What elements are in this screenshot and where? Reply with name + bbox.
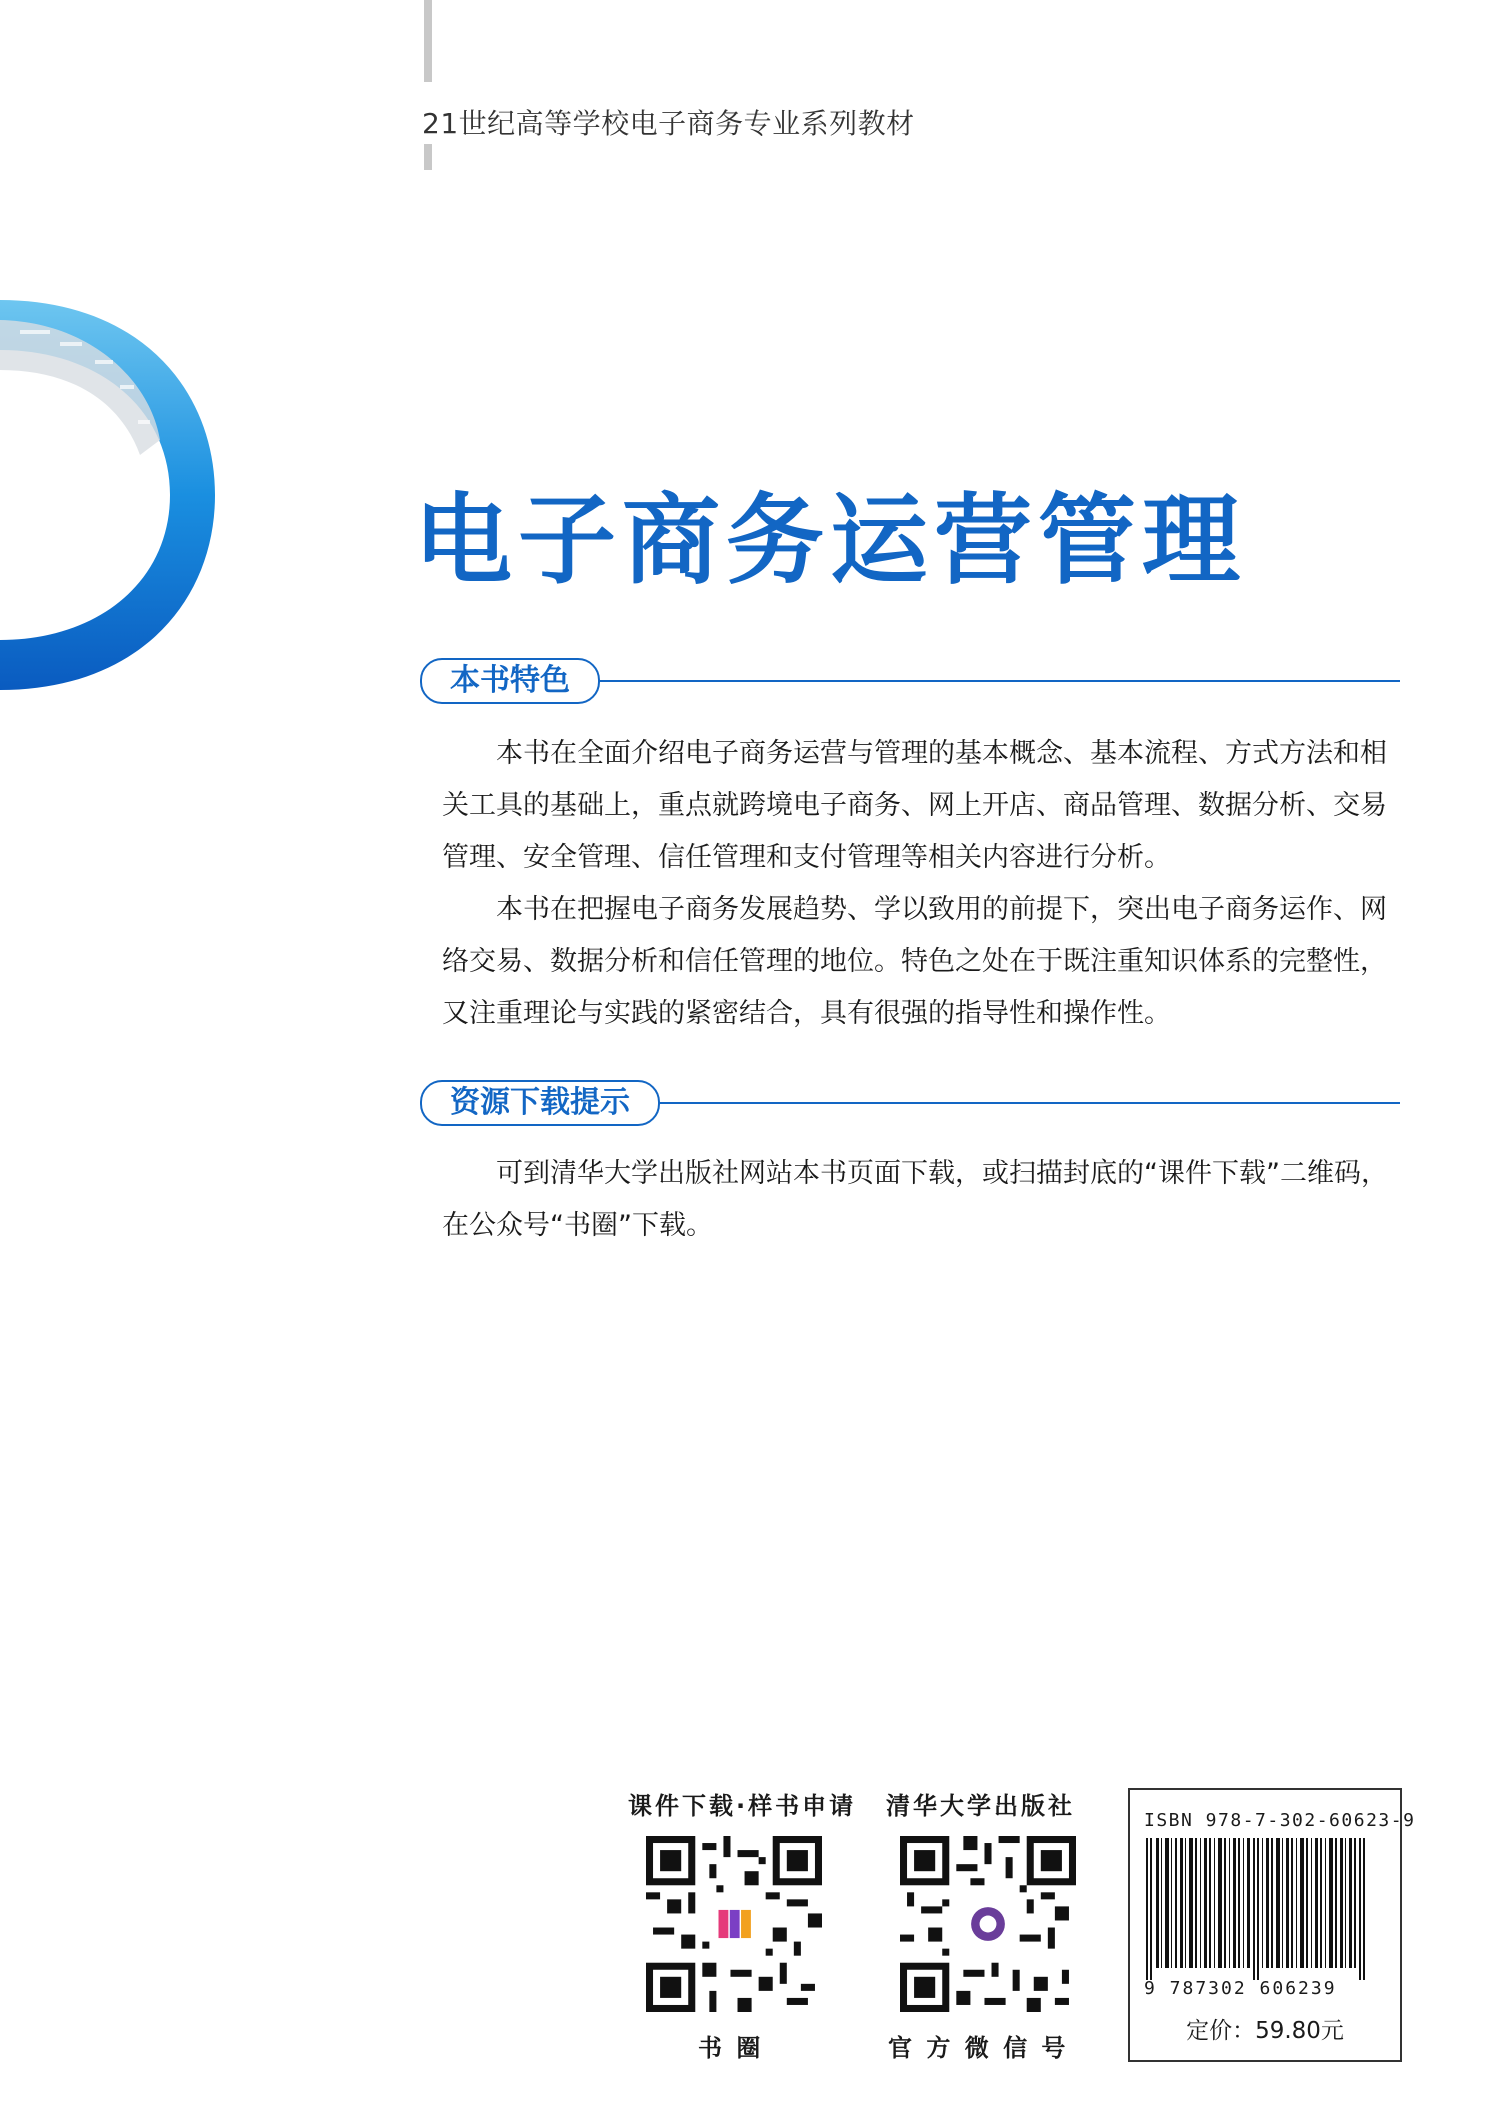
section-resources-heading: 资源下载提示	[420, 1080, 660, 1126]
qr1-bottom-label: 书 圈	[698, 2034, 764, 2062]
isbn-label: ISBN 978-7-302-60623-9	[1144, 1810, 1416, 1831]
section-divider	[660, 1102, 1400, 1104]
resources-paragraph: 可到清华大学出版社网站本书页面下载，或扫描封底的“课件下载”二维码，在公众号“书圈”下载。	[442, 1158, 1388, 1241]
section-divider	[600, 680, 1400, 682]
top-decor-bar-lower	[424, 144, 432, 170]
qr2-top-label: 清华大学出版社	[886, 1792, 1075, 1820]
qr-code-courseware[interactable]	[646, 1836, 822, 2012]
barcode	[1144, 1838, 1384, 1980]
series-name: 21世纪高等学校电子商务专业系列教材	[422, 107, 915, 140]
isbn-box	[1128, 1788, 1416, 2062]
decorative-ring	[0, 280, 220, 710]
book-title: 电子商务运营管理	[414, 484, 1247, 598]
qr-code-publisher[interactable]	[900, 1836, 1076, 2012]
section-resources-header	[420, 1080, 1400, 1126]
price: 定价：59.80元	[1186, 2018, 1344, 2044]
features-paragraph-1: 本书在全面介绍电子商务运营与管理的基本概念、基本流程、方式方法和相关工具的基础上，重点就跨境电子商务、网上开店、商品管理、数据分析、交易管理、安全管理、信任管理和支付管理等相关内容进行分析。	[442, 738, 1387, 873]
section-features-heading: 本书特色	[420, 658, 600, 704]
features-paragraph-2: 本书在把握电子商务发展趋势、学以致用的前提下，突出电子商务运作、网络交易、数据分析和信任管理的地位。特色之处在于既注重知识体系的完整性，又注重理论与实践的紧密结合，具有很强的指导性和操作性。	[442, 894, 1387, 1029]
barcode-digits: 9 787302 606239	[1144, 1978, 1337, 1999]
section-features-header	[420, 658, 1400, 704]
qr1-top-label: 课件下载·样书申请	[628, 1792, 857, 1820]
top-decor-bar	[424, 0, 432, 82]
qr2-bottom-label: 官 方 微 信 号	[888, 2034, 1069, 2062]
